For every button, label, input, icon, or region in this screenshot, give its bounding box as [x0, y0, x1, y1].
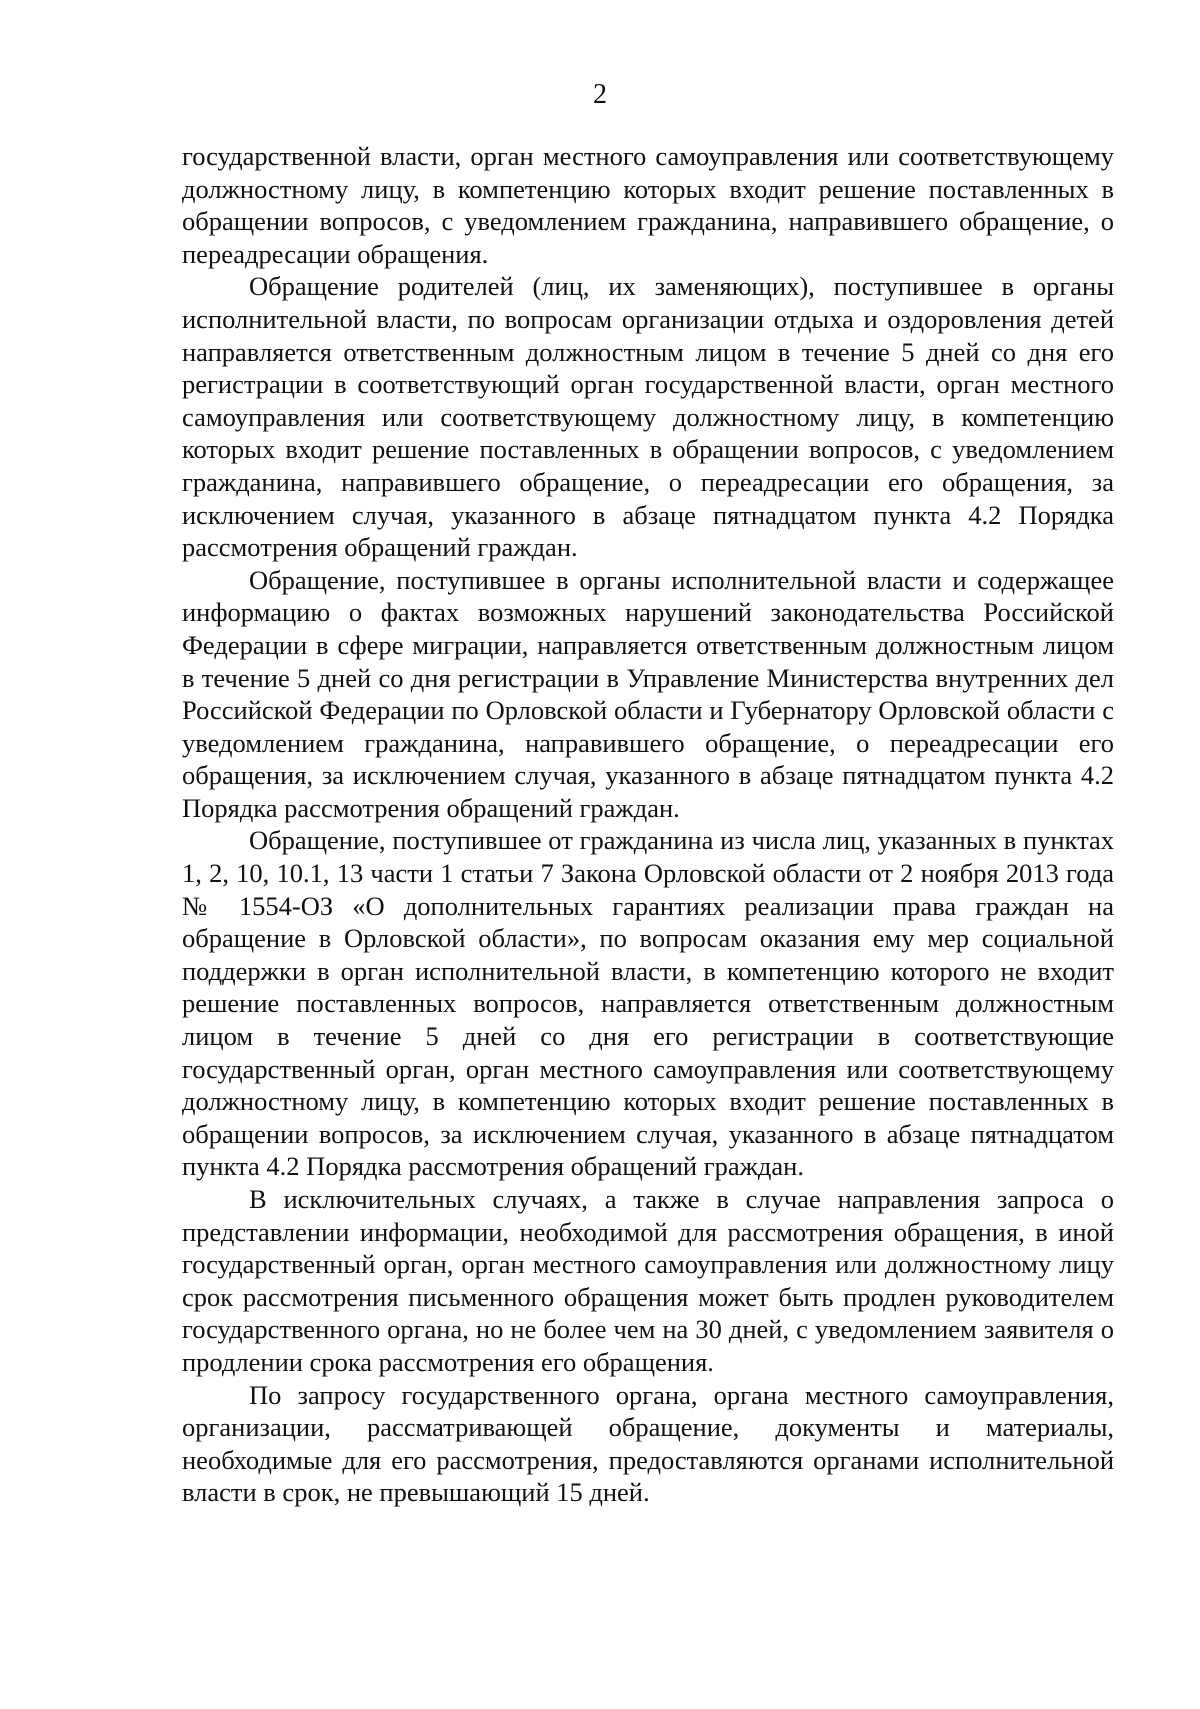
page-number: 2: [593, 79, 607, 110]
paragraph-term-extension: В исключительных случаях, а также в случае направления запроса о представлении информации, необходимой для рассмотрения обращения, в иной государственный орган, орган местного самоуправления или должностному лицу срок рассмотрения письменного обращения может быть продлен руководителем государственного органа, но не более чем на 30 дней, с уведомлением заявителя о продлении срока рассмотрения его обращения.: [182, 1184, 1114, 1377]
paragraph-parents-appeal: Обращение родителей (лиц, их заменяющих), поступившее в органы исполнительной власти, по вопросам организации отдыха и оздоровления детей направляется ответственным должностным лицом в течение 5 дней со дня его регистрации в соответствующий орган государственной власти, орган местного самоуправления или соответствующему должностному лицу, в компетенцию которых входит решение поставленных в обращении вопросов, с уведомлением гражданина, направившего обращение, о переадресации его обращения, за исключением случая, указанного в абзаце пятнадцатом пункта 4.2 Порядка рассмотрения обращений граждан.: [182, 271, 1114, 563]
paragraph-continuation: государственной власти, орган местного самоуправления или соответствующему должностному лицу, в компетенцию которых входит решение поставленных в обращении вопросов, с уведомлением гражданина, направившего обращение, о переадресации обращения.: [182, 141, 1114, 269]
paragraph-documents-request: По запросу государственного органа, органа местного самоуправления, организации, рассматривающей обращение, документы и материалы, необходимые для его рассмотрения, предоставляются органами исполнительной власти в срок, не превышающий 15 дней.: [182, 1379, 1114, 1508]
document-body: [182, 140, 1114, 1509]
paragraph-social-support-appeal: Обращение, поступившее от гражданина из числа лиц, указанных в пунктах 1, 2, 10, 10.1, 13 части 1 статьи 7 Закона Орловской области от 2 ноября 2013 года № 1554-ОЗ «О дополнительных гарантиях реализации права граждан на обращение в Орловской области», по вопросам оказания ему мер социальной поддержки в орган исполнительной власти, в компетенцию которого не входит решение поставленных вопросов, направляется ответственным должностным лицом в течение 5 дней со дня его регистрации в соответствующие государственный орган, орган местного самоуправления или соответствующему должностному лицу, в компетенцию которых входит решение поставленных в обращении вопросов, за исключением случая, указанного в абзаце пятнадцатом пункта 4.2 Порядка рассмотрения обращений граждан.: [182, 825, 1114, 1182]
paragraph-migration-appeal: Обращение, поступившее в органы исполнительной власти и содержащее информацию о фактах возможных нарушений законодательства Российской Федерации в сфере миграции, направляется ответственным должностным лицом в течение 5 дней со дня регистрации в Управление Министерства внутренних дел Российской Федерации по Орловской области и Губернатору Орловской области с уведомлением гражданина, направившего обращение, о переадресации его обращения, за исключением случая, указанного в абзаце пятнадцатом пункта 4.2 Порядка рассмотрения обращений граждан.: [182, 564, 1114, 823]
